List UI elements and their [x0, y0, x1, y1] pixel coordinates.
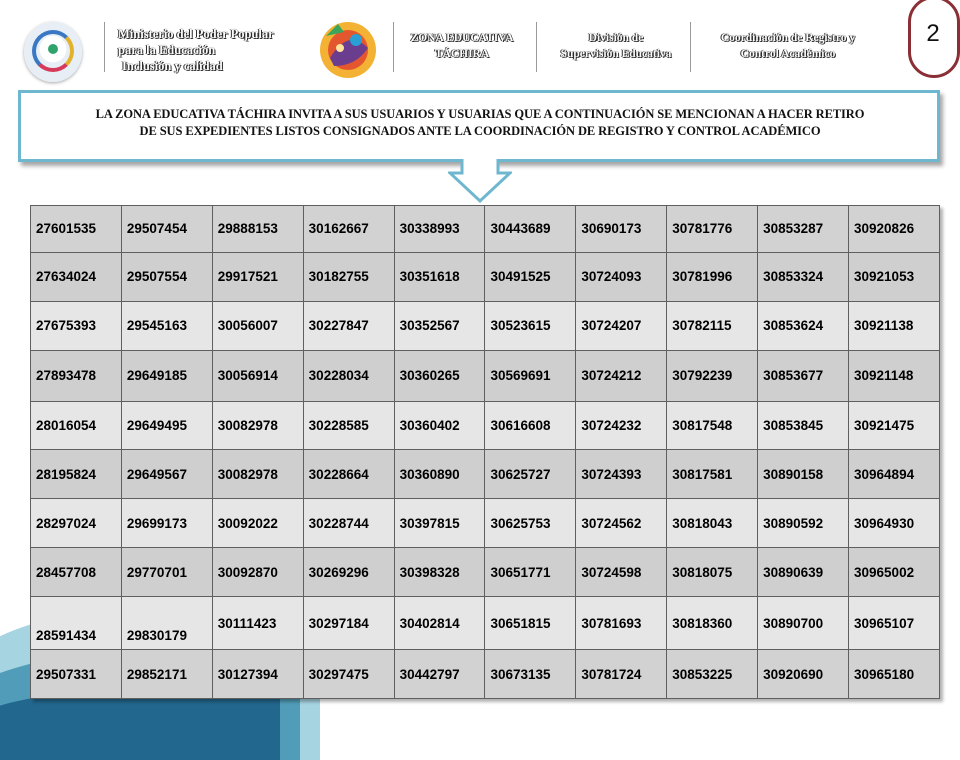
table-cell: 30402814	[394, 597, 485, 650]
table-cell: 30781776	[667, 206, 758, 253]
table-cell: 28591434	[31, 597, 122, 650]
table-cell: 30817581	[667, 450, 758, 499]
ministry-line-3: Inclusión y calidad	[122, 59, 223, 73]
table-cell: 30651815	[485, 597, 576, 650]
table-cell: 30616608	[485, 401, 576, 450]
table-cell: 30442797	[394, 650, 485, 699]
down-arrow-icon	[448, 159, 512, 205]
table-cell: 30853287	[758, 206, 849, 253]
table-cell: 30651771	[485, 548, 576, 597]
table-cell: 30297475	[303, 650, 394, 699]
table-cell: 28016054	[31, 401, 122, 450]
table-cell: 30092022	[212, 499, 303, 548]
table-cell: 28457708	[31, 548, 122, 597]
header	[0, 0, 960, 90]
zona-line-2: TÁCHIRA	[434, 48, 490, 60]
table-cell: 30920690	[758, 650, 849, 699]
table-cell: 30082978	[212, 401, 303, 450]
table-cell: 30673135	[485, 650, 576, 699]
table-row	[31, 206, 940, 253]
table-row	[31, 548, 940, 597]
table-cell: 30360890	[394, 450, 485, 499]
expedientes-table	[30, 205, 940, 699]
table-cell: 30625753	[485, 499, 576, 548]
table-cell: 30782115	[667, 301, 758, 350]
table-cell: 30398328	[394, 548, 485, 597]
table-cell: 30890592	[758, 499, 849, 548]
header-divider	[104, 22, 105, 72]
ministry-line-2: para la Educación	[118, 43, 216, 57]
zona-educativa-logo-icon	[316, 18, 380, 80]
table-cell: 29770701	[121, 548, 212, 597]
table-cell: 30227847	[303, 301, 394, 350]
division-label	[544, 30, 688, 62]
table-row	[31, 650, 940, 699]
page-number: 2	[926, 20, 940, 47]
header-divider	[690, 22, 691, 72]
table-cell: 30792239	[667, 350, 758, 401]
coordinacion-line-2: Control Académico	[740, 48, 836, 60]
table-cell: 30269296	[303, 548, 394, 597]
table-cell: 30853624	[758, 301, 849, 350]
table-cell: 30921475	[849, 401, 940, 450]
table-cell: 30724093	[576, 252, 667, 301]
division-line-2: Supervisión Educativa	[560, 48, 672, 60]
table-cell: 30818360	[667, 597, 758, 650]
table-row	[31, 350, 940, 401]
table-cell: 30056914	[212, 350, 303, 401]
table-cell: 29699173	[121, 499, 212, 548]
table-cell: 30228034	[303, 350, 394, 401]
table-cell: 30921053	[849, 252, 940, 301]
table-cell: 30724393	[576, 450, 667, 499]
table-cell: 30853845	[758, 401, 849, 450]
table-cell: 29507331	[31, 650, 122, 699]
table-cell: 30297184	[303, 597, 394, 650]
table-cell: 30397815	[394, 499, 485, 548]
table-cell: 30964894	[849, 450, 940, 499]
table-cell: 30338993	[394, 206, 485, 253]
table-cell: 30162667	[303, 206, 394, 253]
table-cell: 30625727	[485, 450, 576, 499]
table-cell: 29649185	[121, 350, 212, 401]
table-cell: 29507554	[121, 252, 212, 301]
table-row	[31, 401, 940, 450]
table-cell: 30817548	[667, 401, 758, 450]
zona-line-1: ZONA EDUCATIVA	[410, 32, 514, 44]
table-cell: 30890700	[758, 597, 849, 650]
table-cell: 30921148	[849, 350, 940, 401]
table-cell: 30082978	[212, 450, 303, 499]
table-cell: 30228585	[303, 401, 394, 450]
table-cell: 27675393	[31, 301, 122, 350]
table-cell: 30228744	[303, 499, 394, 548]
table-cell: 30724207	[576, 301, 667, 350]
table-cell: 30360402	[394, 401, 485, 450]
table-cell: 30352567	[394, 301, 485, 350]
table-cell: 30964930	[849, 499, 940, 548]
table-cell: 27601535	[31, 206, 122, 253]
table-cell: 29649567	[121, 450, 212, 499]
table-cell: 30853677	[758, 350, 849, 401]
table-cell: 30569691	[485, 350, 576, 401]
table-cell: 30724598	[576, 548, 667, 597]
table-cell: 30127394	[212, 650, 303, 699]
table-cell: 29888153	[212, 206, 303, 253]
announcement-text	[30, 106, 930, 140]
table-cell: 29830179	[121, 597, 212, 650]
table-cell: 29507454	[121, 206, 212, 253]
table-cell: 30111423	[212, 597, 303, 650]
table-cell: 29649495	[121, 401, 212, 450]
table-cell: 30443689	[485, 206, 576, 253]
table-cell: 30724212	[576, 350, 667, 401]
table-cell: 30523615	[485, 301, 576, 350]
table-cell: 30920826	[849, 206, 940, 253]
table-cell: 30690173	[576, 206, 667, 253]
table-cell: 27893478	[31, 350, 122, 401]
ministry-line-1: Ministerio del Poder Popular	[118, 27, 274, 41]
table-cell: 29852171	[121, 650, 212, 699]
table-row	[31, 597, 940, 650]
table-cell: 29545163	[121, 301, 212, 350]
table-row	[31, 252, 940, 301]
table-cell: 30965180	[849, 650, 940, 699]
table-cell: 30818043	[667, 499, 758, 548]
table-cell: 30921138	[849, 301, 940, 350]
table-cell: 30781724	[576, 650, 667, 699]
table-row	[31, 450, 940, 499]
table-cell: 30228664	[303, 450, 394, 499]
table-cell: 30781996	[667, 252, 758, 301]
header-divider	[536, 22, 537, 72]
announcement-line-2: DE SUS EXPEDIENTES LISTOS CONSIGNADOS ANTE LA COORDINACIÓN DE REGISTRO Y CONTROL ACADÉMICO	[139, 124, 821, 138]
table-cell: 28297024	[31, 499, 122, 548]
table-cell: 30853225	[667, 650, 758, 699]
table-cell: 30853324	[758, 252, 849, 301]
table-cell: 30890158	[758, 450, 849, 499]
table-cell: 30965002	[849, 548, 940, 597]
table-cell: 28195824	[31, 450, 122, 499]
announcement-line-1: LA ZONA EDUCATIVA TÁCHIRA INVITA A SUS USUARIOS Y USUARIAS QUE A CONTINUACIÓN SE MENCIONAN A HACER RETIRO	[95, 107, 865, 121]
division-line-1: División de	[588, 32, 644, 44]
ministry-logo-icon	[24, 22, 82, 82]
table-cell: 30818075	[667, 548, 758, 597]
table-cell: 30781693	[576, 597, 667, 650]
table-cell: 29917521	[212, 252, 303, 301]
table-row	[31, 301, 940, 350]
table-cell: 30182755	[303, 252, 394, 301]
table-cell: 30092870	[212, 548, 303, 597]
header-divider	[393, 22, 394, 72]
table-cell: 30965107	[849, 597, 940, 650]
coordinacion-line-1: Coordinación de Registro y	[720, 32, 856, 44]
table-cell: 30351618	[394, 252, 485, 301]
zona-educativa-label	[400, 30, 524, 62]
table-cell: 30491525	[485, 252, 576, 301]
table-cell: 30724562	[576, 499, 667, 548]
coordinacion-label	[698, 30, 878, 62]
table-cell: 30724232	[576, 401, 667, 450]
table-cell: 30360265	[394, 350, 485, 401]
table-cell: 27634024	[31, 252, 122, 301]
table-cell: 30890639	[758, 548, 849, 597]
ministry-name	[118, 26, 308, 74]
table-row	[31, 499, 940, 548]
table-cell: 30056007	[212, 301, 303, 350]
